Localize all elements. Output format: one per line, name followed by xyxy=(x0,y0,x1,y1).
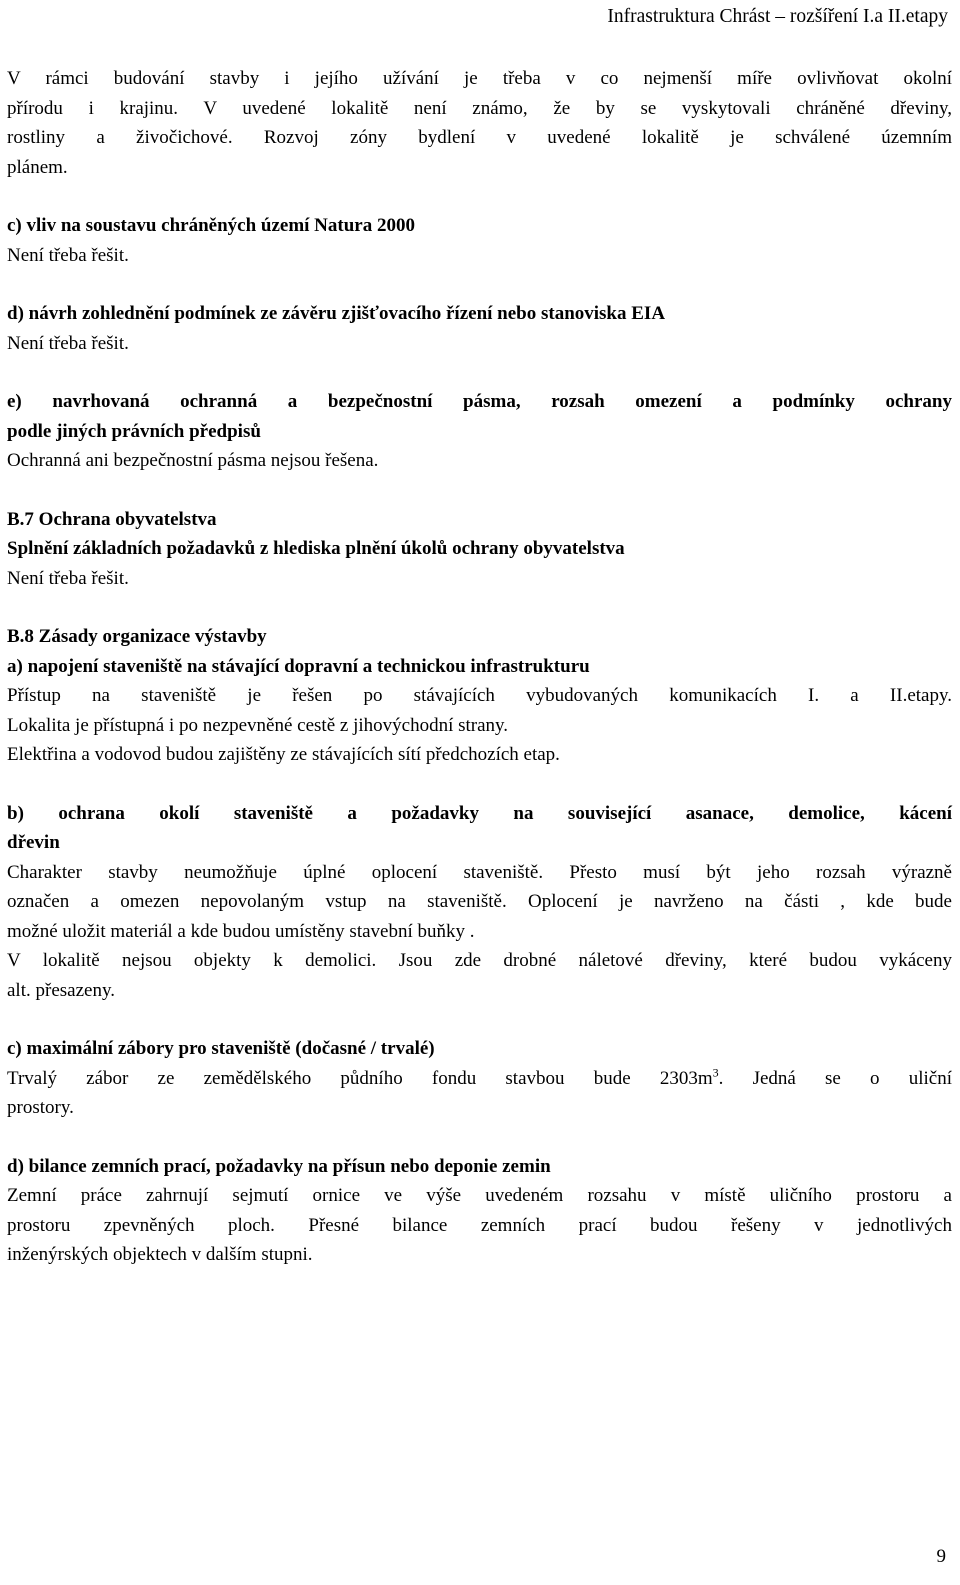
section-e-heading: podle jiných právních předpisů xyxy=(7,420,261,442)
intro-paragraph xyxy=(7,64,952,182)
b8-a-line: Lokalita je přístupná i po nezpevněné cestě z jihovýchodní strany. xyxy=(7,714,509,736)
b8-c-heading: c) maximální zábory pro staveniště (dočasné / trvalé) xyxy=(7,1038,435,1059)
b8-a-line: Elektřina a vodovod budou zajištěny ze stávajících sítí předchozích etap. xyxy=(7,744,560,765)
b8-b-line: Charakter stavby neumožňuje úplné oplocení staveniště. Přesto musí být jeho rozsah výrazně xyxy=(7,861,952,883)
b8-b-line: označen a omezen nepovolaným vstup na staveniště. Oplocení je navrženo na části , kde bude xyxy=(7,891,952,912)
b8-c-line: prostory. xyxy=(7,1097,74,1118)
b8-title: B.8 Zásady organizace výstavby xyxy=(7,626,267,647)
page-number: 9 xyxy=(936,1546,946,1567)
b8-b-line: alt. přesazeny. xyxy=(7,979,115,1001)
intro-line: přírodu i krajinu. V uvedené lokalitě není známo, že by se vyskytovali chráněné dřeviny, xyxy=(7,97,952,119)
b8-c-text-before: Trvalý zábor ze zemědělského půdního fondu stavbou bude 2303m xyxy=(7,1067,713,1089)
intro-line: plánem. xyxy=(7,156,68,178)
section-d-text: Není třeba řešit. xyxy=(7,332,129,354)
b8-c-superscript: 3 xyxy=(712,1065,719,1080)
intro-line: rostliny a živočichové. Rozvoj zóny bydlení v uvedené lokalitě je schválené územním xyxy=(7,127,952,148)
section-d-heading: d) návrh zohlednění podmínek ze závěru zjišťovacího řízení nebo stanoviska EIA xyxy=(7,303,666,324)
b7-title: B.7 Ochrana obyvatelstva xyxy=(7,508,217,530)
section-c-text: Není třeba řešit. xyxy=(7,244,129,266)
section-c-heading: c) vliv na soustavu chráněných území Natura 2000 xyxy=(7,215,415,236)
b8-a-line: Přístup na staveniště je řešen po stávajících vybudovaných komunikacích I. a II.etapy. xyxy=(7,685,952,706)
b7-text: Není třeba řešit. xyxy=(7,567,129,589)
b8-d-heading: d) bilance zemních prací, požadavky na přísun nebo deponie zemin xyxy=(7,1155,551,1177)
section-e-heading: e) navrhovaná ochranná a bezpečnostní pásma, rozsah omezení a podmínky ochrany xyxy=(7,391,952,412)
b8-d-line: Zemní práce zahrnují sejmutí ornice ve výše uvedeném rozsahu v místě uličního prostoru a xyxy=(7,1185,952,1206)
intro-line: V rámci budování stavby i jejího užívání je třeba v co nejmenší míře ovlivňovat okolní xyxy=(7,68,952,89)
b8-d-line: inženýrských objektech v dalším stupni. xyxy=(7,1244,313,1265)
document-body xyxy=(7,64,952,1270)
b8-d-line: prostoru zpevněných ploch. Přesné bilance zemních prací budou řešeny v jednotlivých xyxy=(7,1214,952,1236)
b8-c-line xyxy=(7,1064,952,1094)
b7-subheading: Splnění základních požadavků z hlediska plnění úkolů ochrany obyvatelstva xyxy=(7,538,625,559)
b8-b-heading: b) ochrana okolí staveniště a požadavky na související asanace, demolice, kácení xyxy=(7,802,952,824)
page-header-title: Infrastruktura Chrást – rozšíření I.a II.etapy xyxy=(607,6,948,27)
b8-b-heading: dřevin xyxy=(7,832,60,853)
section-e-text: Ochranná ani bezpečnostní pásma nejsou řešena. xyxy=(7,450,379,471)
b8-c-text-after: . Jedná se o uliční xyxy=(718,1067,953,1089)
b8-b-line: možné uložit materiál a kde budou umístěny stavební buňky . xyxy=(7,920,475,942)
b8-a-heading: a) napojení staveniště na stávající dopravní a technickou infrastrukturu xyxy=(7,655,590,677)
b8-b-line: V lokalitě nejsou objekty k demolici. Jsou zde drobné náletové dřeviny, které budou vykáceny xyxy=(7,950,952,971)
